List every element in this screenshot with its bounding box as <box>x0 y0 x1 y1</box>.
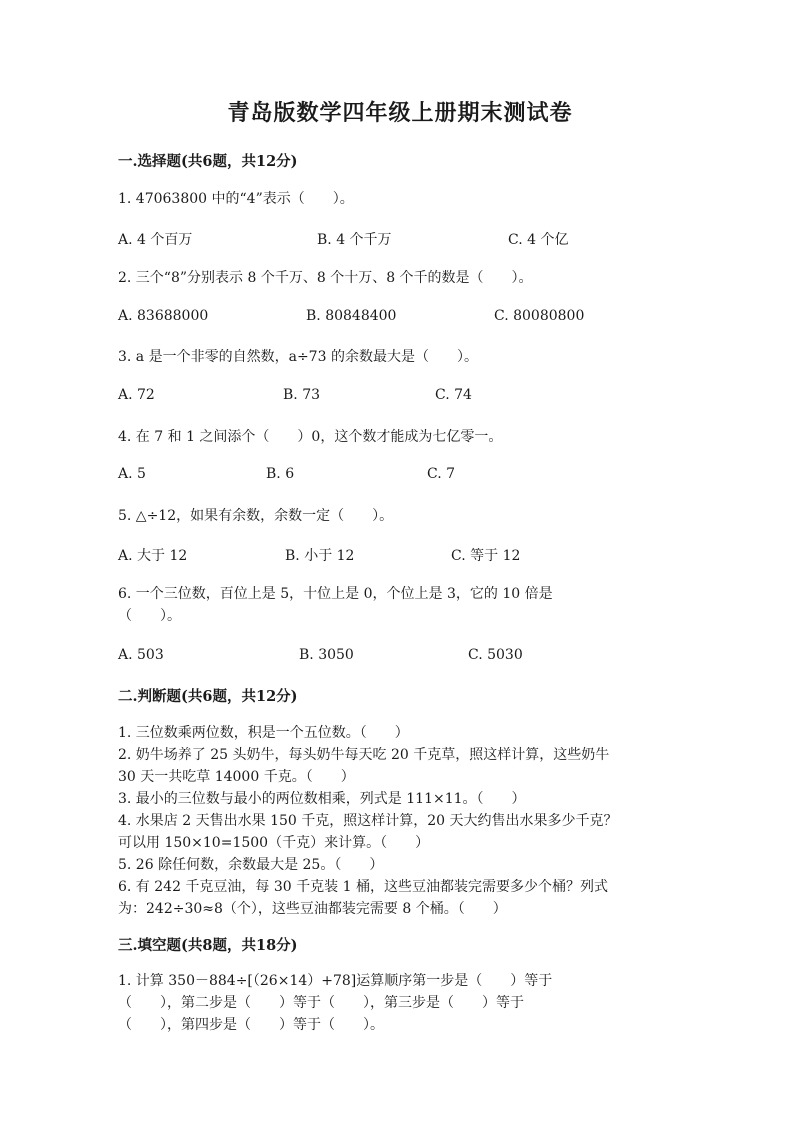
option-b: B. 80848400 <box>306 308 397 324</box>
judge-line: 2. 奶牛场养了 25 头奶牛，每头奶牛每天吃 20 千克草，照这样计算，这些奶牛 <box>118 747 610 763</box>
option-c: C. 5030 <box>468 647 523 663</box>
section-heading-choice: 一.选择题(共6题，共12分) <box>118 153 298 170</box>
option-b: B. 小于 12 <box>285 548 355 564</box>
judge-line: 1. 三位数乘两位数，积是一个五位数。（ ） <box>118 725 409 741</box>
judge-line: 6. 有 242 千克豆油，每 30 千克装 1 桶，这些豆油都装完需要多少个桶？列式 <box>118 879 608 895</box>
option-b: B. 4 个千万 <box>317 232 392 248</box>
question-text: 6. 一个三位数，百位上是 5，十位上是 0，个位上是 3，它的 10 倍是 <box>118 586 553 602</box>
judge-line: 4. 水果店 2 天售出水果 150 千克，照这样计算，20 天大约售出水果多少千克？ <box>118 813 618 829</box>
question-text: 4. 在 7 和 1 之间添个（ ）0，这个数才能成为七亿零一。 <box>118 429 503 445</box>
judge-questions <box>118 722 688 920</box>
fill-line: （ ），第四步是（ ）等于（ ）。 <box>118 1017 384 1033</box>
option-c: C. 80080800 <box>494 308 585 324</box>
fill-line: （ ），第二步是（ ）等于（ ），第三步是（ ）等于 <box>118 995 524 1011</box>
fill-line: 1. 计算 350－884÷[（26×14）+78]运算顺序第一步是（ ）等于 <box>118 973 553 989</box>
option-a: A. 72 <box>118 387 155 403</box>
section-heading-fill: 三.填空题(共8题，共18分) <box>118 937 298 954</box>
question-text: 3. a 是一个非零的自然数，a÷73 的余数最大是（ ）。 <box>118 349 478 365</box>
question-text: 1. 47063800 中的“4”表示（ ）。 <box>118 191 354 207</box>
question-text-continued: （ ）。 <box>118 608 181 624</box>
page-title: 青岛版数学四年级上册期末测试卷 <box>227 100 573 126</box>
option-a: A. 大于 12 <box>118 548 188 564</box>
judge-line: 30 天一共吃草 14000 千克。（ ） <box>118 769 355 785</box>
option-c: C. 4 个亿 <box>508 232 569 248</box>
option-c: C. 等于 12 <box>451 548 521 564</box>
judge-line: 3. 最小的三位数与最小的两位数相乘，列式是 111×11。（ ） <box>118 791 526 807</box>
option-c: C. 74 <box>435 387 472 403</box>
option-a: A. 503 <box>118 647 164 663</box>
option-b: B. 3050 <box>299 647 354 663</box>
question-text: 2. 三个“8”分别表示 8 个千万、8 个十万、8 个千的数是（ ）。 <box>118 270 533 286</box>
judge-line: 5. 26 除任何数，余数最大是 25。（ ） <box>118 857 384 873</box>
fill-questions <box>118 970 688 1036</box>
option-c: C. 7 <box>427 466 456 482</box>
option-a: A. 4 个百万 <box>118 232 193 248</box>
judge-line: 为：242÷30≈8（个），这些豆油都装完需要 8 个桶。（ ） <box>118 901 507 917</box>
option-b: B. 73 <box>283 387 321 403</box>
option-b: B. 6 <box>266 466 295 482</box>
question-text: 5. △÷12，如果有余数，余数一定（ ）。 <box>118 508 394 524</box>
option-a: A. 5 <box>118 466 146 482</box>
judge-line: 可以用 150×10=1500（千克）来计算。（ ） <box>118 835 430 851</box>
section-heading-judge: 二.判断题(共6题，共12分) <box>118 688 298 705</box>
option-a: A. 83688000 <box>118 308 209 324</box>
